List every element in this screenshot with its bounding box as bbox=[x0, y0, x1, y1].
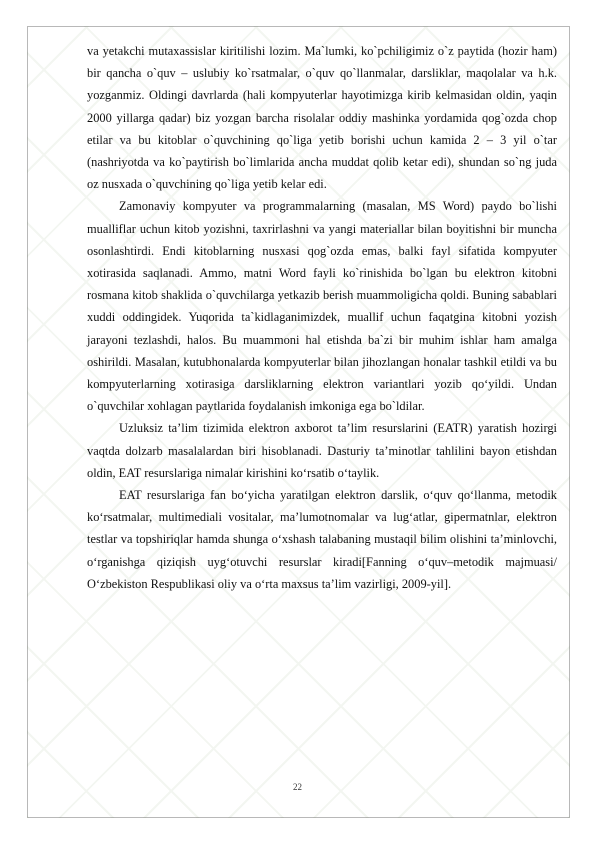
paragraph-2: Zamonaviy kompyuter va programmalarning (masalan, MS Word) paydo bo`lishi mualliflar uchun kitob yozishni, taxrirlashni va yangi materiallar bilan boyitishni bir muncha osonlashtirdi. Endi kitoblarning nusxasi qog`ozda emas, balki fayl sifatida kompyuter xotirasida saqlanadi. Ammo, matni Word fayli ko`rinishida bo`lgan bu elektron kitobni rosmana kitob shaklida o`quvchilarga yetkazib berish muammoligicha qoldi. Buning sabablari xuddi oddingidek. Yuqorida ta`kidlaganimizdek, muallif uchun faqatgina kitobni yozish jarayoni tezlashdi, halos. Bu muammoni hal etishda ba`zi bir muhim ishlar ham amalga oshirildi. Masalan, kutubhonalarda kompyuterlar bilan jihozlangan honalar tashkil etildi va bu kompyuterlarning xotirasiga darsliklarning elektron variantlari yozib qo‘yildi. Undan o`quvchilar xohlagan paytlarida foydalanish imkoniga ega bo`ldilar. bbox=[87, 199, 557, 414]
paragraph-4: EAT resurslariga fan bo‘yicha yaratilgan elektron darslik, o‘quv qo‘llanma, metodik ko‘rsatmalar, multimediali vositalar, ma’lumotnomalar va lug‘atlar, gipermatnlar, elektron testlar va topshiriqlar hamda shunga o‘xshash talabaning mustaqil bilim olishini ta’minlovchi, o‘rganishga qiziqish uyg‘otuvchi resurslar kiradi[Fanning o‘quv–metodik majmuasi/ O‘zbekiston Respublikasi oliy va o‘rta maxsus ta’lim vazirligi, 2009-yil]. bbox=[87, 488, 557, 591]
page-number: 22 bbox=[293, 782, 302, 792]
paragraph-1: va yetakchi mutaxassislar kiritilishi lozim. Ma`lumki, ko`pchiligimiz o`z paytida (hozir ham) bir qancha o`quv – uslubiy ko`rsatmalar, o`quv qo`llanmalar, darsliklar, maqolalar va h.k. yozganmiz. Oldingi davrlarda (hali kompyuterlar hayotimizga kirib kelmasidan oldin, yaqin 2000 yillarga qadar) biz yozgan barcha risolalar oddiy mashinka yordamida qog`ozda chop etilar va bu kitoblar o`quvchining qo`liga yetib borishi uchun kamida 2 – 3 yil o`tar (nashriyotda va ko`paytirish bo`limlarida ancha muddat qolib ketar edi), shundan so`ng juda oz nusxada o`quvchining qo`liga yetib kelar edi. bbox=[87, 44, 557, 192]
paragraph-3: Uzluksiz ta’lim tizimida elektron axborot ta’lim resurslarini (EATR) yaratish hozirgi vaqtda dolzarb masalalardan biri hisoblanadi. Dasturiy ta’minotlar tahlilini bayon etishdan oldin, EAT resurslariga nimalar kirishini ko‘rsatib o‘taylik. bbox=[87, 421, 557, 480]
document-body bbox=[87, 40, 557, 595]
